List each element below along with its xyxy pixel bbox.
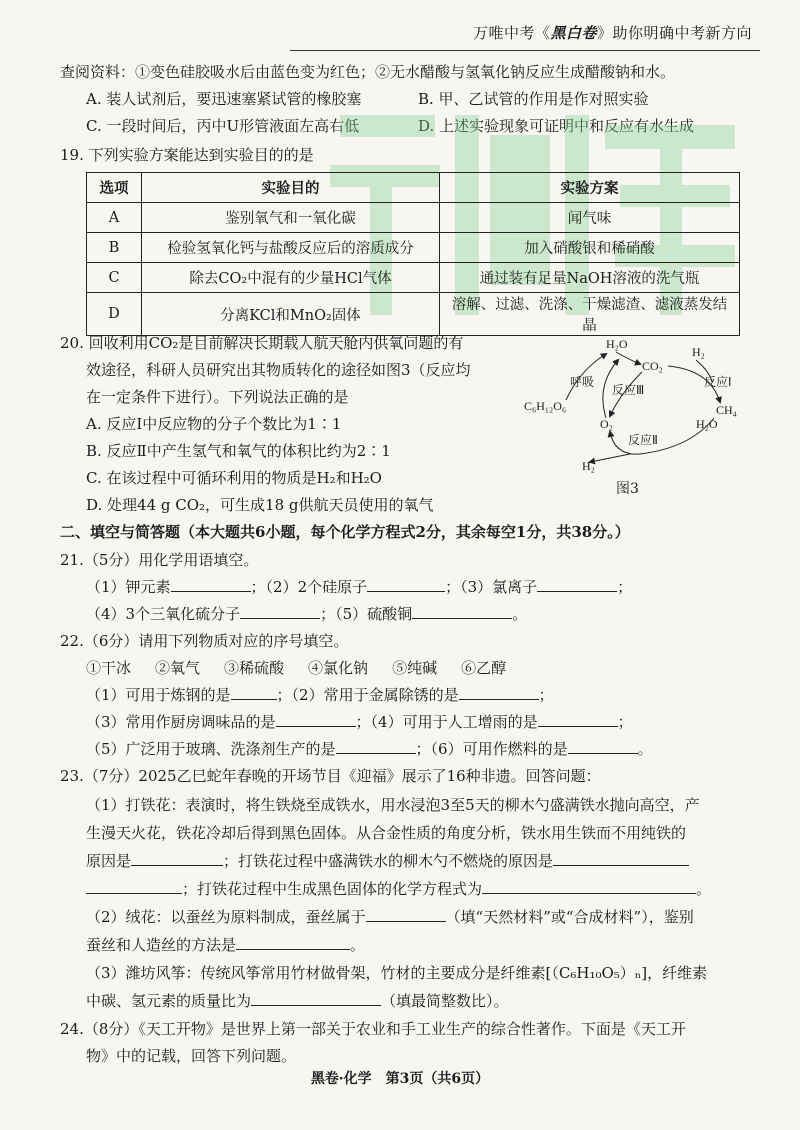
table-cell: 加入硝酸银和稀硝酸 <box>440 233 740 263</box>
q20-option-d: D. 处理44 g CO₂，可生成18 g供航天员使用的氧气 <box>86 496 434 514</box>
q20-stem-2: 效途径，科研人员研究出其物质转化的途径如图3（反应均 <box>86 361 471 379</box>
q21-punct: ； <box>617 578 633 596</box>
table-cell: C <box>87 263 142 293</box>
table-header-option: 选项 <box>87 173 142 203</box>
fig-arrow <box>590 454 630 462</box>
answer-blank[interactable] <box>459 685 539 700</box>
q22-option: ④氯化钠 <box>308 659 369 677</box>
q21-item-1: （1）钾元素 <box>86 578 171 596</box>
table-cell: 分离KCl和MnO₂固体 <box>142 293 440 336</box>
answer-blank[interactable] <box>336 739 416 754</box>
table-cell: D <box>87 293 142 336</box>
fig-h2-top: H₂ <box>692 345 705 359</box>
q22-line-2 <box>86 712 633 732</box>
table-cell: 通过装有足量NaOH溶液的洗气瓶 <box>440 263 740 293</box>
fig-ch4: CH₄ <box>716 403 737 417</box>
answer-blank[interactable] <box>240 604 320 619</box>
q21-item-2: ；（2）2个硅原子 <box>250 578 368 596</box>
q22-item-3: （3）常用作厨房调味品的是 <box>86 713 276 731</box>
q21-punct: 。 <box>512 605 528 623</box>
table-cell: 鉴别氧气和一氧化碳 <box>142 203 440 233</box>
page-header <box>473 22 752 43</box>
q22-line-3 <box>86 739 653 759</box>
q21-item-4: （4）3个三氧化硫分子 <box>86 605 241 623</box>
q20-option-c: C. 在该过程中可循环利用的物质是H₂和H₂O <box>86 469 382 487</box>
q24-line-1: 24.（8分）《天工开物》是世界上第一部关于农业和手工业生产的综合性著作。下面是《天工开 <box>60 1020 686 1038</box>
q22-item-2: ；（2）常用于金属除锈的是 <box>276 686 459 704</box>
page-footer: 黑卷·化学 第3页（共6页） <box>310 1071 490 1087</box>
answer-blank[interactable] <box>537 577 617 592</box>
q21-item-5: ；（5）硫酸铜 <box>320 605 413 623</box>
answer-blank[interactable] <box>86 879 182 894</box>
answer-blank[interactable] <box>538 712 618 727</box>
q18-option-c: C. 一段时间后，丙中U形管液面左高右低 <box>86 117 360 135</box>
header-brand: 黑白卷 <box>550 24 597 42</box>
q20-stem-1: 20. 回收利用CO₂是目前解决长期载人航天舱内供氧问题的有 <box>60 334 464 352</box>
fig-arrow <box>616 352 640 364</box>
q23-text: （填“天然材料”或“合成材料”），鉴别 <box>445 908 694 926</box>
q20-stem-3: 在一定条件下进行）。下列说法正确的是 <box>86 388 349 406</box>
answer-blank[interactable] <box>412 604 512 619</box>
table-header-plan: 实验方案 <box>440 173 740 203</box>
q22-option: ⑤纯碱 <box>392 659 438 677</box>
q23-text: 中碳、氢元素的质量比为 <box>86 992 252 1010</box>
q18-stem-cont: 查阅资料：①变色硅胶吸水后由蓝色变为红色；②无水醋酸与氢氧化钠反应生成醋酸钠和水。 <box>60 63 676 81</box>
q21-line-1 <box>86 577 632 597</box>
q22-punct: 。 <box>637 740 653 758</box>
fig-h2-bottom: H₂ <box>582 459 595 473</box>
q22-item-5: （5）广泛用于玻璃、洗涤剂生产的是 <box>86 740 336 758</box>
q23-text: 原因是 <box>86 852 132 870</box>
q23-text: （填最简整数比）。 <box>381 992 509 1010</box>
answer-blank[interactable] <box>276 712 356 727</box>
q18-option-a: A. 装人试剂后，要迅速塞紧试管的橡胶塞 <box>86 90 362 108</box>
q23-p3-line-1: （3）潍坊风筝：传统风筝常用竹材做骨架，竹材的主要成分是纤维素[（C₆H₁₀O₅）ₙ]，纤维素 <box>86 964 708 982</box>
q20-option-b: B. 反应Ⅱ中产生氢气和氧气的体积比约为2∶1 <box>86 442 391 460</box>
table-cell: 闻气味 <box>440 203 740 233</box>
figure-3-caption: 图3 <box>616 481 639 497</box>
q23-text: ；打铁花过程中盛满铁水的柳木勺不燃烧的原因是 <box>223 852 554 870</box>
q22-punct: ； <box>538 686 554 704</box>
q22-item-1: （1）可用于炼钢的是 <box>86 686 231 704</box>
q23-punct: 。 <box>350 936 366 954</box>
q21-line-2 <box>86 604 527 624</box>
q23-p1-line-1: （1）打铁花：表演时，将生铁烧至成铁水，用水浸泡3至5天的柳木勺盛满铁水抛向高空，产 <box>86 796 700 814</box>
q19-stem: 19. 下列实验方案能达到实验目的的是 <box>60 146 314 164</box>
figure-3-cycle-diagram <box>520 330 760 500</box>
answer-blank[interactable] <box>366 907 446 922</box>
answer-blank[interactable] <box>131 851 223 866</box>
q24-line-2: 物》中的记载，回答下列问题。 <box>86 1047 297 1065</box>
table-cell: A <box>87 203 142 233</box>
fig-o2: O₂ <box>600 417 613 431</box>
answer-blank[interactable] <box>568 739 638 754</box>
fig-h2o-top: H₂O <box>606 337 628 351</box>
q18-option-b: B. 甲、乙试管的作用是作对照实验 <box>418 90 649 108</box>
table-header-row <box>87 173 740 203</box>
table-row <box>87 263 740 293</box>
table-cell: 检验氢氧化钙与盐酸反应后的溶质成分 <box>142 233 440 263</box>
q22-stem: 22.（6分）请用下列物质对应的序号填空。 <box>60 632 349 650</box>
answer-blank[interactable] <box>367 577 445 592</box>
q23-p2-line-2 <box>86 935 365 955</box>
q22-item-6: ；（6）可用作燃料的是 <box>415 740 568 758</box>
header-rule <box>290 50 760 51</box>
answer-blank[interactable] <box>171 577 251 592</box>
answer-blank[interactable] <box>553 851 689 866</box>
q22-option: ①干冰 <box>86 659 132 677</box>
q22-line-1 <box>86 685 554 705</box>
q21-stem: 21.（5分）用化学用语填空。 <box>60 551 259 569</box>
fig-respiration-label: 呼吸 <box>570 375 595 389</box>
fig-reaction-3-label: 反应Ⅲ <box>612 383 645 397</box>
answer-blank[interactable] <box>231 685 277 700</box>
q21-item-3: ；（3）氯离子 <box>445 578 538 596</box>
fig-co2: CO₂ <box>642 359 663 373</box>
fig-glucose: C₆H₁₂O₆ <box>524 399 567 413</box>
q20-option-a: A. 反应Ⅰ中反应物的分子个数比为1∶1 <box>86 415 342 433</box>
q23-punct: 。 <box>696 880 712 898</box>
q23-text: （2）绒花：以蚕丝为原料制成，蚕丝属于 <box>86 908 366 926</box>
q23-text: ；打铁花过程中生成黑色固体的化学方程式为 <box>182 880 483 898</box>
q23-p2-line-1 <box>86 907 694 927</box>
fig-reaction-1-label: 反应Ⅰ <box>704 375 732 389</box>
q23-stem: 23.（7分）2025乙巳蛇年春晚的开场节目《迎福》展示了16种非遗。回答问题： <box>60 767 601 785</box>
header-prefix: 万唯中考《 <box>472 24 551 42</box>
table-row <box>87 233 740 263</box>
q23-p3-line-2 <box>86 991 509 1011</box>
answer-blank[interactable] <box>482 879 696 894</box>
q23-text: 蚕丝和人造丝的方法是 <box>86 936 237 954</box>
q18-option-d: D. 上述实验现象可证明中和反应有水生成 <box>418 117 695 135</box>
q23-p1-line-2: 生漫天火花，铁花冷却后得到黑色固体。从合金性质的角度分析，铁水用生铁而不用纯铁的 <box>86 824 687 842</box>
fig-h2o-right: H₂O <box>696 417 718 431</box>
q22-option: ②氧气 <box>155 659 201 677</box>
answer-blank[interactable] <box>236 935 350 950</box>
header-suffix: 》助你明确中考新方向 <box>596 24 752 42</box>
q23-p1-line-4 <box>86 879 711 899</box>
answer-blank[interactable] <box>251 991 381 1006</box>
q22-item-4: ；（4）可用于人工增雨的是 <box>355 713 538 731</box>
fig-reaction-2-label: 反应Ⅱ <box>628 433 658 447</box>
q19-table <box>86 172 740 336</box>
q22-options <box>86 658 530 678</box>
table-row <box>87 203 740 233</box>
table-header-purpose: 实验目的 <box>142 173 440 203</box>
table-cell: 除去CO₂中混有的少量HCl气体 <box>142 263 440 293</box>
q22-punct: ； <box>617 713 633 731</box>
table-cell: 溶解、过滤、洗涤、干燥滤渣、滤液蒸发结晶 <box>440 293 740 336</box>
section-2-heading: 二、填空与简答题（本大题共6小题，每个化学方程式2分，其余每空1分，共38分。） <box>60 523 630 541</box>
q23-p1-line-3 <box>86 851 689 871</box>
q22-option: ⑥乙醇 <box>461 659 507 677</box>
table-cell: B <box>87 233 142 263</box>
q22-option: ③稀硫酸 <box>224 659 285 677</box>
